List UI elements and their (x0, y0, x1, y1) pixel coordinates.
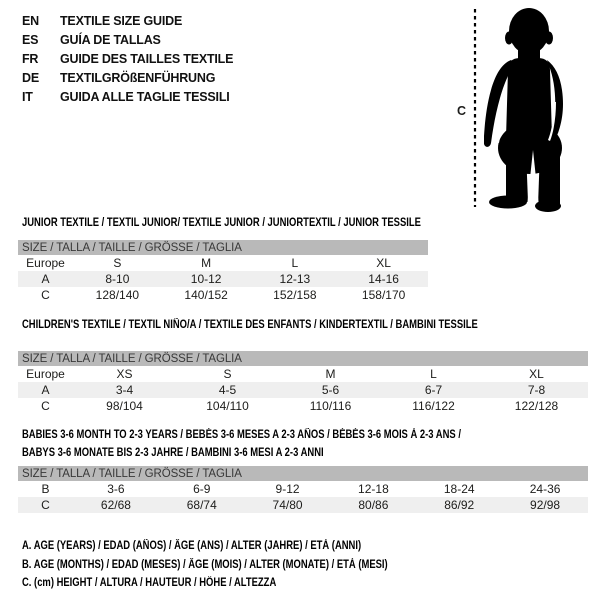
row-label: Europe (26, 256, 65, 270)
table-header-row (18, 351, 588, 366)
row-label: A (41, 383, 50, 397)
language-row-en (22, 12, 233, 31)
language-code: FR (22, 52, 39, 66)
size-cell: 6-9 (193, 482, 211, 496)
language-label: TEXTILE SIZE GUIDE (60, 14, 183, 28)
babies-size-table (18, 466, 588, 513)
language-label: GUIDA ALLE TAGLIE TESSILI (60, 90, 230, 104)
size-cell: 86/92 (444, 498, 475, 512)
size-cell: M (201, 256, 212, 270)
junior-table-title: JUNIOR TEXTILE / TEXTIL JUNIOR/ TEXTILE JUNIOR / JUNIORTEXTIL / JUNIOR TESSILE (22, 217, 421, 229)
size-header-bar: SIZE / TALLA / TAILLE / GRÖSSE / TAGLIA (18, 351, 588, 366)
size-cell: 128/140 (95, 288, 140, 302)
language-label: GUÍA DE TALLAS (60, 33, 161, 47)
language-row-es (22, 31, 233, 50)
size-cell: 9-12 (275, 482, 300, 496)
language-list (22, 12, 233, 107)
language-code: DE (22, 71, 39, 85)
size-cell: 14-16 (368, 272, 399, 286)
size-header-bar: SIZE / TALLA / TAILLE / GRÖSSE / TAGLIA (18, 240, 428, 255)
babies-table-title-line1: BABIES 3-6 MONTH TO 2-3 YEARS / BEBÉS 3-6 MESES A 2-3 AÑOS / BÉBÉS 3-6 MOIS À 2-3 ANS / (22, 429, 461, 441)
toddler-silhouette-icon (455, 0, 600, 215)
size-cell: M (325, 367, 336, 381)
size-cell: S (113, 256, 122, 270)
size-cell: 6-7 (424, 383, 443, 397)
row-label: C (41, 288, 50, 302)
size-cell: 116/122 (412, 399, 455, 413)
size-cell: 68/74 (186, 498, 217, 512)
size-cell: 140/152 (184, 288, 228, 302)
language-code: EN (22, 14, 39, 28)
table-row (18, 366, 588, 382)
size-cell: 110/116 (309, 399, 352, 413)
size-cell: 62/68 (100, 498, 131, 512)
size-cell: 18-24 (443, 482, 475, 496)
size-cell: 24-36 (529, 482, 561, 496)
table-row (18, 481, 588, 497)
row-label: Europe (26, 367, 65, 381)
size-cell: 104/110 (206, 399, 249, 413)
language-row-de (22, 69, 233, 88)
size-cell: 8-10 (105, 272, 130, 286)
table-row (18, 497, 588, 513)
size-cell: S (223, 367, 232, 381)
size-cell: XS (116, 367, 133, 381)
size-cell: 7-8 (527, 383, 546, 397)
size-cell: 5-6 (321, 383, 340, 397)
row-label: B (41, 482, 50, 496)
language-label: GUIDE DES TAILLES TEXTILE (60, 52, 234, 66)
size-cell: 4-5 (218, 383, 237, 397)
language-code: ES (22, 33, 39, 47)
size-cell: 12-13 (279, 272, 311, 286)
junior-size-table (18, 240, 428, 303)
language-label: TEXTILGRÖßENFÜHRUNG (60, 71, 216, 85)
size-cell: 98/104 (106, 399, 143, 413)
language-code: IT (22, 90, 33, 104)
size-cell: 152/158 (273, 288, 317, 302)
footnote-a: A. AGE (YEARS) / EDAD (AÑOS) / ÂGE (ANS) / ALTER (JAHRE) / ETÀ (ANNI) (22, 540, 362, 552)
row-label: A (41, 272, 50, 286)
language-row-fr (22, 50, 233, 69)
table-header-row (18, 240, 428, 255)
row-label: C (41, 498, 50, 512)
height-measure-label: C (457, 104, 467, 118)
size-cell: XL (376, 256, 391, 270)
table-row (18, 287, 428, 303)
size-cell: XL (529, 367, 544, 381)
size-cell: 12-18 (358, 482, 389, 496)
size-cell: 3-6 (107, 482, 125, 496)
size-cell: L (291, 256, 299, 270)
toddler-figure (455, 0, 600, 215)
size-cell: 3-4 (115, 383, 134, 397)
size-cell: L (430, 367, 437, 381)
table-row (18, 382, 588, 398)
footnote-c: C. (cm) HEIGHT / ALTURA / HAUTEUR / HÖHE / ALTEZZA (22, 577, 277, 589)
children-table-title: CHILDREN'S TEXTILE / TEXTIL NIÑO/A / TEXTILE DES ENFANTS / KINDERTEXTIL / BAMBINI TESSILE (22, 319, 478, 331)
table-header-row (18, 466, 588, 481)
babies-table-title-line2: BABYS 3-6 MONATE BIS 2-3 JAHRE / BAMBINI 3-6 MESI A 2-3 ANNI (22, 447, 324, 459)
size-header-bar: SIZE / TALLA / TAILLE / GRÖSSE / TAGLIA (18, 466, 588, 481)
table-row (18, 255, 428, 271)
row-label: C (41, 399, 50, 413)
size-cell: 74/80 (272, 498, 303, 512)
footnote-b: B. AGE (MONTHS) / EDAD (MESES) / ÂGE (MOIS) / ALTER (MONATE) / ETÀ (MESI) (22, 558, 388, 571)
language-row-it (22, 88, 233, 107)
table-row (18, 271, 428, 287)
size-cell: 158/170 (361, 288, 406, 302)
children-size-table (18, 351, 588, 414)
babies-table-title (22, 426, 461, 462)
size-cell: 80/86 (358, 498, 389, 512)
table-row (18, 398, 588, 414)
size-cell: 122/128 (514, 399, 559, 413)
size-cell: 92/98 (530, 498, 561, 512)
footnotes (22, 537, 468, 593)
size-cell: 10-12 (190, 272, 222, 286)
